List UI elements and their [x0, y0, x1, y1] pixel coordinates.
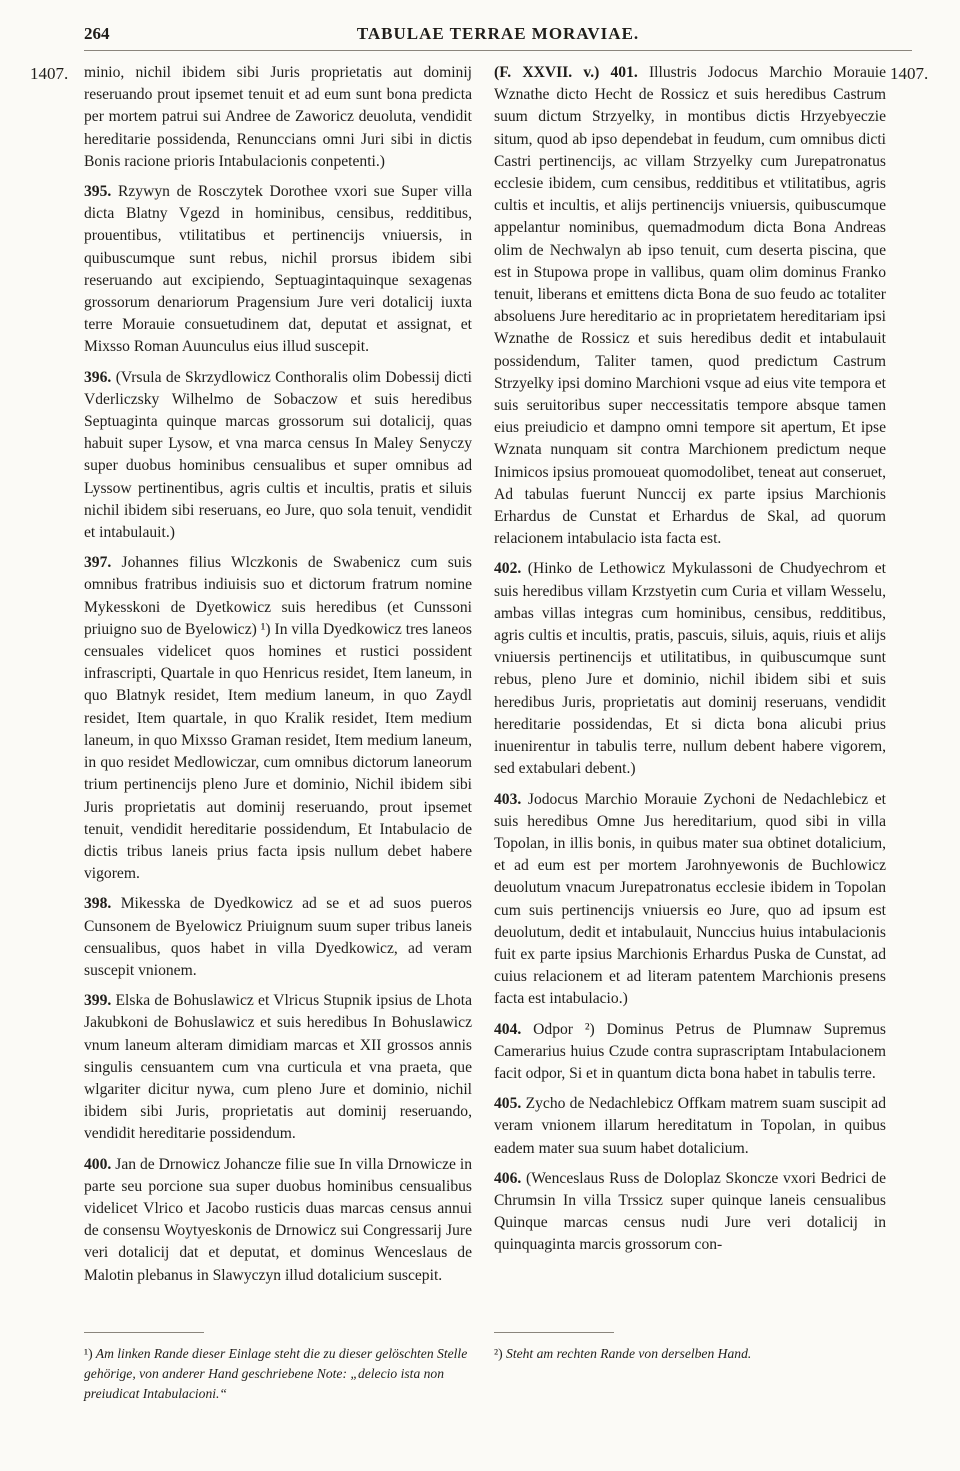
entry-number: (F. XXVII. v.) 401. [494, 64, 638, 81]
entry-398 [84, 893, 472, 982]
entry-404 [494, 1019, 886, 1086]
entry-number: 405. [494, 1095, 522, 1113]
entry-406 [494, 1168, 886, 1257]
entry-number: 396. [84, 368, 112, 386]
footnote-mark: ²) [494, 1346, 503, 1361]
entry-396 [84, 367, 472, 545]
footnote-1 [84, 1344, 472, 1404]
entry-text: Odpor ²) Dominus Petrus de Plumnaw Supremus Camerarius huius Czude contra suprascriptam Intabulacionem facit odpor, Si et in quantum dicta bona habet in tabulis terre. [494, 1020, 886, 1082]
entry-text: (Hinko de Lethowicz Mykulassoni de Chudyechrom et suis heredibus villam Krzstyetin cum Curia et villam Wesselu, ambas villas integras cum hominibus, censibus, redditibus, agris cultis et incultis, pratis, pascuis, siluis, aquis, riuis et alijs vniuersis pertinencijs et utilitatibus, in quibuscumque sunt rebus, pleno Jure et dominio, nichil ibidem sibi et suis heredibus Juris, proprietatis aut dominij reseruans, vendidit hereditarie possidendas, Et si dicta bona alicubi prius inuenirentur in tabulis terre, nullum debent habere vigorem, sed extabulari debent.) [494, 560, 886, 778]
entry-text: Illustris Jodocus Marchio Morauie Wznathe dicto Hecht de Rossicz et suis heredibus Castrum suum dictum Strzyelky, in montibus dictis Hrzyebyeczie situm, quod ab ipso dependebat in feudum, cum omnibus dicti Castri pertinencijs, ac villam Strzyelky cum Jurepatronatus ecclesie ibidem, cum censibus, redditibus et vtilitatibus, agris cultis et incultis, et alijs pertinencijs vniuersis, quibuscumque appelantur nominibus, quemadmodum dicta Bona Andreas olim de Nechwalyn ab ipso tenuit, cum deserta piscina, que est in Stupowa prope in vallibus, quam olim dominus Franko tenuit, liberans et emittens dicta Bona de suo feudo ac totaliter absoluens Jure hereditario ac in proprietatem hereditariam ipsi Wznathe de Rossicz et suis heredibus dedit et intabulauit possidendum, Taliter tamen, quod predictum Castrum Strzyelky ipsi domino Marchioni vsque ad eius vite tempora et suis seruitoribus super neccessitatis tempore absque tamen eius preiudicio et dampno omni tempore sit apertum, Et ipse Wznata nunquam sit contra Marchionem predictum neque Inimicos ipsius promoueat quomodolibet, teneat aut conseruet, Ad tabulas fuerunt Nunccij ex parte ipsius Marchionis Erhardus de Cunstat et Erhardus de Skal, ad quorum relacionem intabulacio ista facta est. [494, 64, 887, 548]
entry-number: 404. [494, 1020, 522, 1038]
entry-text: Zycho de Nedachlebicz Offkam matrem suam suscipit ad veram vnionem illarum hereditatum in Topolan, in quibus eadem mater sua suum habet dotalicium. [494, 1095, 887, 1157]
footnote-text: Am linken Rande dieser Einlage steht die zu dieser gelöschten Stelle gehörige, von anderer Hand geschriebene Note: „delecio ista non preiudicat Intabulacioni.“ [84, 1346, 468, 1401]
entry-text: Elska de Bohuslawicz et Vlricus Stupnik ipsius de Lhota Jakubkoni de Bohuslawicz et suis heredibus In Bohuslawicz vnum laneum alteram dimidiam marcas et XII grossos annis singulis censuantem cum vna curticula et vna praeta, que wlgariter dicitur nywa, cum pleno Jure et dominio, nichil ibidem sibi Juris, proprietatis aut dominij reseruando, vendidit hereditarie possidendum. [84, 992, 472, 1143]
entry-399 [84, 990, 472, 1145]
entry-number: 399. [84, 992, 112, 1010]
entry-text: Jodocus Marchio Morauie Zychoni de Nedachlebicz et suis heredibus Omne Jus hereditarium, quod sibi in villa Topolan, in illis bonis, in quibus mater sua obtinet dotalicium, et ad eum est per mortem Jarohnyewonis de Buchlowicz deuolutum vnacum Jurepatronatus ecclesie ibidem in Topolan cum suis pertinencijs vniuersis eo Jure, quo ad ipsum est deuolutum, dedit et intabulauit, Nunccius huius intabulacionis fuit ex parte ipsius Marchionis Erhardus Puska de Cunstat, ad cuius relacionem et ad literam patentem Marchionis presens facta est intabulacio.) [494, 790, 886, 1008]
entry-text: (Vrsula de Skrzydlowicz Conthoralis olim Dobessij dicti Vderliczsky Wilhelmo de Sobaczow et suis heredibus Septuaginta quinque marcas grossorum sui dotalicij, quas habuit super Lysow, et vna marca census In Maley Senyczy super duobus hominibus censualibus et super omnibus ad Lyssow pertinentibus, agris cultis et incultis, pratis et siluis nichil ibidem sibi reseruans, eo Jure, quo sola tenuit, vendidit et intabulauit.) [84, 368, 472, 542]
entry-402 [494, 558, 886, 780]
page-number: 264 [84, 24, 110, 43]
footnote-divider-left [84, 1332, 204, 1333]
entry-number: 395. [84, 183, 112, 201]
page-header [84, 24, 912, 51]
entry-number: 397. [84, 554, 112, 572]
entry-397 [84, 552, 472, 885]
running-title: TABULAE TERRAE MORAVIAE. [356, 24, 640, 43]
entry-number: 400. [84, 1155, 112, 1173]
entry-401 [494, 62, 886, 550]
entry-number: 406. [494, 1169, 522, 1187]
entry-405 [494, 1093, 886, 1160]
right-text-column [494, 62, 886, 1265]
entry-number: 403. [494, 790, 522, 808]
footnote-mark: ¹) [84, 1346, 93, 1361]
entry-text: Rzywyn de Rosczytek Dorothee vxori sue Super villa dicta Blatny Vgezd in hominibus, censibus, redditibus, prouentibus, vtilitatibus et pertinencijs vniuersis, in quibuscumque sunt rebus, nichil prorsus ibidem sibi reseruando aut excipiendo, Septuagintaquinque sexagenas grossorum denariorum Pragensium Jure veri dotalicij iuxta terre Morauie consuetudinem dat, deputat et assignat, et Mixsso Roman Auunculus eius illud suscepit. [84, 183, 472, 356]
entry-395 [84, 181, 472, 359]
entry-text: (Wenceslaus Russ de Doloplaz Skoncze vxori Bedrici de Chrumsin In villa Trssicz super quinque laneis censualibus Quinque marcas census nudi Jure veri dotalicij in quinquaginta marcis grossorum con- [494, 1169, 886, 1254]
entry-text: Jan de Drnowicz Johancze filie sue In villa Drnowicze in parte seu porcione sua super duobus hominibus censualibus videlicet Vlrico et Jacobo rusticis duas marcas census annui de consensu Woytyeskonis de Drnowicz sui Congressarij Jure veri dotalicij dat et deputat, et dominus Wenceslaus de Malotin plebanus in Slawyczyn illud dotalicium suscepit. [84, 1155, 473, 1284]
footnote-text: Steht am rechten Rande von derselben Hand. [506, 1346, 752, 1361]
footnote-divider-right [494, 1332, 614, 1333]
left-text-column [84, 62, 472, 1295]
entry-number: 398. [84, 895, 112, 913]
entry-400 [84, 1154, 472, 1287]
entry-number: 402. [494, 560, 522, 578]
entry-text: Mikesska de Dyedkowicz ad se et ad suos pueros Cunsonem de Byelowicz Priuignum suum super tribus laneis censualibus, quos habet in villa Dyedkowicz, ad veram suscepit vnionem. [84, 895, 473, 979]
entry-text: Johannes filius Wlczkonis de Swabenicz cum suis omnibus fratribus indiuisis suo et dictorum fratrum nomine Mykesskoni de Dyetkowicz suis heredibus (et Cunssoni priuigno suo de Byelowicz) ¹) In villa Dyedkowicz tres laneos censuales videlicet quos homines et rustici possident infrascripti, Quartale in quo Henricus residet, Item laneum, in quo Blatnyk residet, Item medium laneum, in quo Zaydl residet, Item quartale, in quo Kralik residet, Item medium laneum, in quo Mixsso Graman residet, Item medium laneum, in quo residet Medlowiczar, cum omnibus dictorum laneorum trium pertinencijs pleno Jure et dominio, Nichil ibidem sibi Juris proprietatis aut dominij reseruando, prout ipsemet tenuit, vendidit hereditarie possidendum, Et Intabulacio de dictis tribus laneis prius facta ipsis nullum debet habere vigorem. [84, 554, 472, 883]
margin-year-left: 1407. [30, 64, 69, 83]
margin-year-right: 1407. [890, 64, 929, 83]
entry-continuation: minio, nichil ibidem sibi Juris proprietatis aut dominij reseruando prout ipsemet tenuit et ad eum sunt bona predicta per mortem patrui sui Andree de Zaworicz deuoluta, vendidit hereditarie possidenda, Renunccians omni Juri sibi in dictis Bonis racione prioris Intabulacionis conpetenti.) [84, 64, 472, 170]
footnote-2 [494, 1344, 886, 1364]
entry-403 [494, 789, 886, 1011]
